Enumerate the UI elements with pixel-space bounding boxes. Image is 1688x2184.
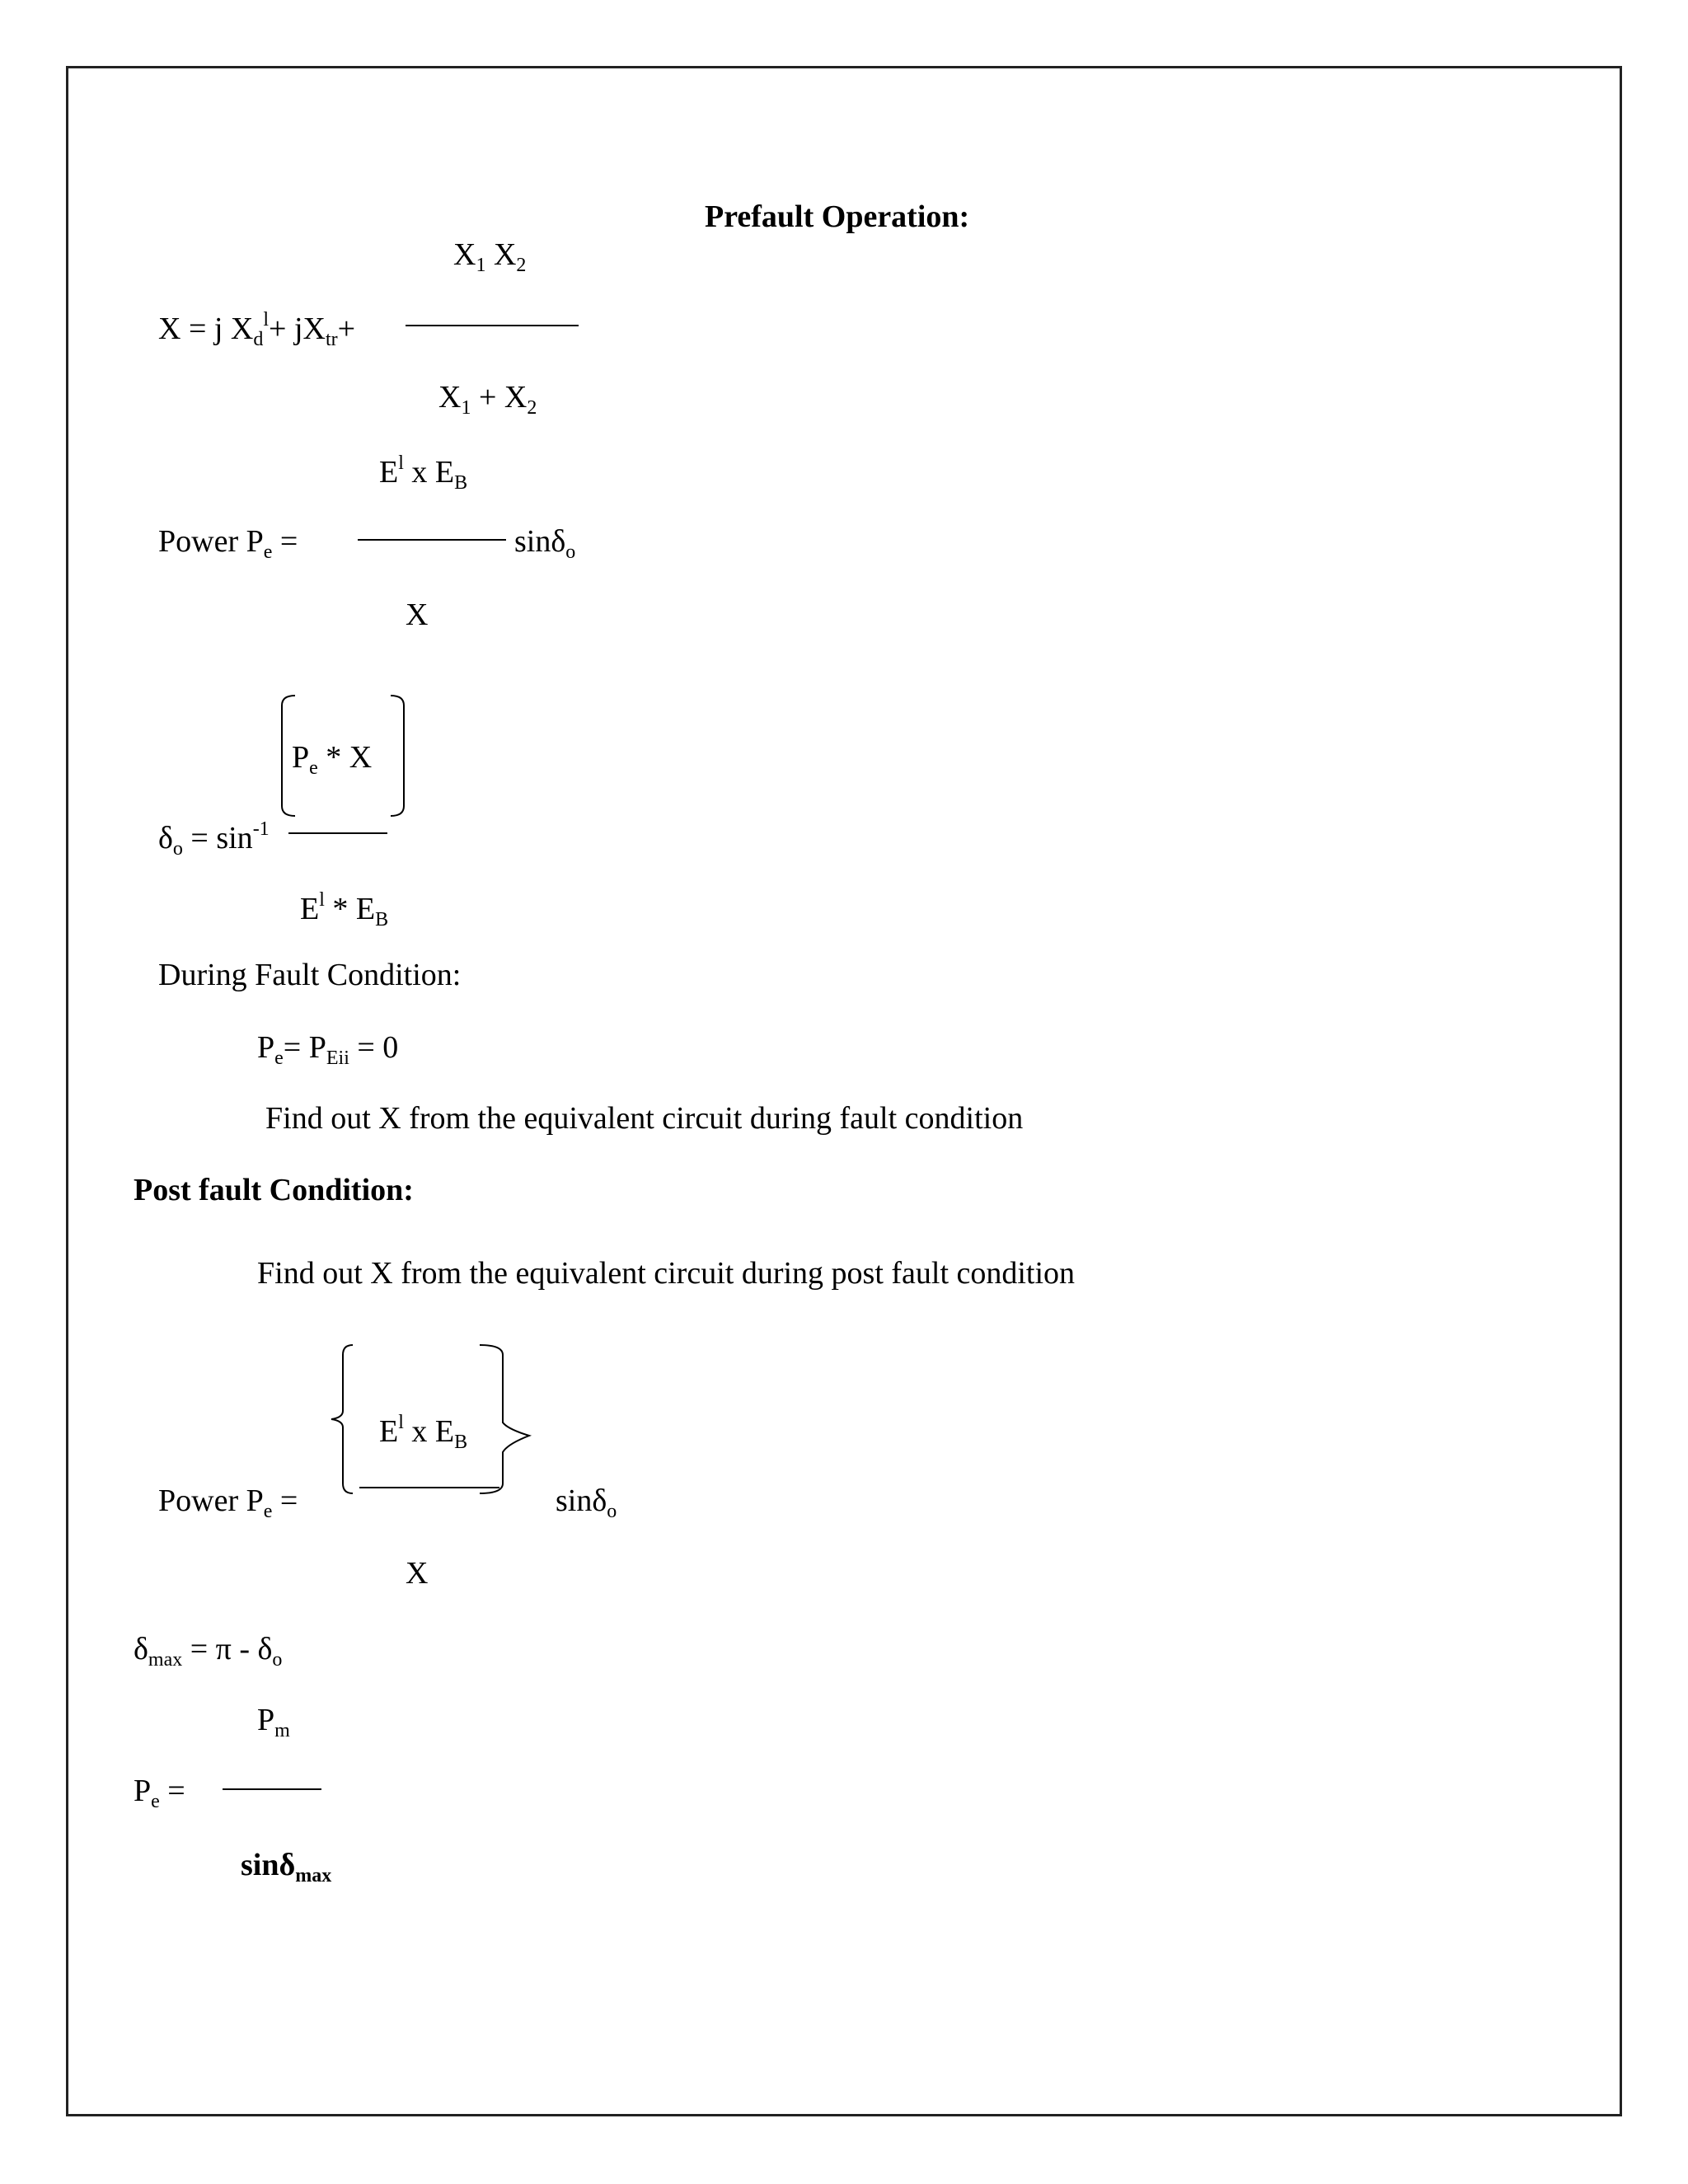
postfault-left-brace [328, 1343, 354, 1495]
prefault-heading: Prefault Operation: [705, 199, 970, 234]
postfault-eq1-denominator: X [406, 1556, 429, 1591]
postfault-heading: Post fault Condition: [134, 1173, 414, 1207]
pe-lhs: $P_e$ = [134, 1774, 185, 1812]
eq1-numerator: $X_1$ $X_2$ [453, 237, 527, 276]
eq2-lhs: Power $P_e$ = [158, 524, 298, 563]
eq3-denominator: $E^l * E_B$ [300, 889, 389, 930]
eq2-sin: sinδ$_o$ [514, 524, 576, 563]
eq2-numerator: $E^l$ x $E_B$ [379, 452, 468, 494]
pe-numerator: $P_m$ [257, 1703, 290, 1741]
postfault-text: Find out X from the equivalent circuit during post fault condition [257, 1256, 1076, 1291]
eq3-fraction-bar [288, 832, 387, 834]
pe-fraction-bar [223, 1788, 321, 1790]
eq3-numerator: $P_e$ * X [292, 740, 373, 779]
fault-equation: $P_e= P_{Eii} = 0$ [257, 1030, 399, 1069]
postfault-eq1-fraction-bar [359, 1487, 499, 1488]
delta-max-equation: $\delta_{max} = \pi - \delta_o$ [134, 1632, 283, 1671]
postfault-eq1-lhs: Power $P_e$ = [158, 1483, 298, 1522]
postfault-eq1-sin: sinδ$_o$ [556, 1483, 617, 1522]
eq2-fraction-bar [358, 539, 506, 541]
eq1-lhs: X = j $X_d^l+ jX_{tr}+$ [158, 309, 356, 350]
eq1-fraction-bar [406, 325, 579, 326]
eq1-denominator: $X_1 + X_2$ [438, 380, 537, 419]
eq3-right-bracket [389, 694, 407, 818]
page-frame [66, 66, 1622, 2116]
eq2-denominator: X [406, 598, 429, 632]
fault-text: Find out X from the equivalent circuit during fault condition [265, 1101, 1024, 1136]
postfault-right-brace [478, 1343, 531, 1495]
eq3-lhs: $\delta_o = \sin^{-1}$ [158, 818, 270, 860]
postfault-eq1-numerator: $E^l$ x $E_B$ [379, 1412, 468, 1453]
fault-heading: During Fault Condition: [158, 958, 462, 992]
pe-denominator: sinδ$_{max}$ [241, 1848, 332, 1886]
